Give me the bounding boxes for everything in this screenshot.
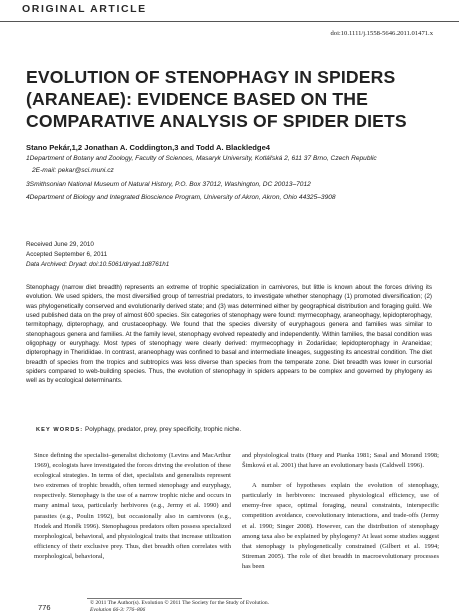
received-date: Received June 29, 2010 [26, 241, 94, 248]
article-title [26, 66, 446, 132]
keywords [36, 426, 241, 433]
page-number: 776 [38, 603, 51, 612]
doi-text[interactable]: doi:10.1111/j.1558-5646.2011.01471.x [330, 30, 433, 37]
footer-citation-line: Evolution 66-3: 776–806 [90, 607, 146, 614]
affiliation-1: 1Department of Botany and Zoology, Faculty of Sciences, Masaryk University, Kotlářská 2, 611 37 Brno, Czech Republic [26, 155, 377, 162]
header-rule [0, 21, 459, 22]
title-line-2: (ARANEAE): EVIDENCE BASED ON THE [26, 89, 369, 109]
keywords-label: KEY WORDS: [36, 427, 84, 433]
affiliation-3: 3Smithsonian National Museum of Natural History, P.O. Box 37012, Washington, DC 20013–7012 [26, 181, 311, 188]
footer-copyright [90, 600, 269, 614]
body-column-left [34, 451, 231, 562]
body-column-right [242, 451, 439, 572]
title-line-3: COMPARATIVE ANALYSIS OF SPIDER DIETS [26, 111, 407, 131]
affiliation-4: 4Department of Biology and Integrated Bioscience Program, University of Akron, Akron, Ohio 44325–3908 [26, 194, 336, 201]
intro-paragraph-1-continued: and physiological traits (Huey and Pianka 1981; Sasal and Morand 1998; Šimková et al. 2001) that have an evolutionary basis (Caldwell 1996). [242, 452, 439, 470]
title-line-1: EVOLUTION OF STENOPHAGY IN SPIDERS [26, 67, 396, 87]
keywords-text: Polyphagy, predator, prey, prey specificity, trophic niche. [85, 426, 242, 433]
author-list: Stano Pekár,1,2 Jonathan A. Coddington,3 and Todd A. Blackledge4 [26, 143, 271, 152]
accepted-date: Accepted September 6, 2011 [26, 251, 108, 258]
intro-paragraph-2: A number of hypotheses explain the evolution of stenophagy, particularly in herbivores: increased physiological efficiency, use of enemy-free space, optimal foraging, neural constraints, interspecific competition avoidance, coevolutionary interactions, and trade-offs (Jermy et al. 1990; Singer 2008). However, can the distribution of stenophagy among taxa also be explained by phylogeny? At least some studies suggest that stenophagy is phylogenetically constrained (Gilbert et al. 1994; Stireman 2005). The role of diet breadth in macroevolutionary processes has been [242, 482, 439, 570]
author-email[interactable]: 2E-mail: pekar@sci.muni.cz [32, 167, 114, 174]
abstract: Stenophagy (narrow diet breadth) represents an extreme of trophic specialization in carnivores, but little is known about the forces driving its evolution. We used spiders, the most diversified group of terrestrial predators, to investigate whether stenophagy (1) promoted diversification; (2) was phylogenetically conserved and evolutionarily derived state; and (3) was determined either by geographical distribution and foraging guild. We used published data on the prey of almost 600 species. Six categories of stenophagy were found: myrmecophagy, araneophagy, lepidopterophagy, termitophagy, dipterophagy, and crustaceophagy. We found that the species diversity of euryphagous genera and families was similar to stenophagous genera and families. At the family level, stenophagy evolved repeatedly and independently. Within families, the basal condition was oligophagy or euryphagy. Most types of stenophagy were clearly derived: myrmecophagy in Zodariidae; lepidopterophagy in Araneidae; dipterophagy in Theridiidae. In contrast, araneophagy was confined to basal and intermediate lineages, suggesting its ancestral condition. The diet breadth of species from the tropics and subtropics was less diverse than species from the temperate zone. Diet breadth was lower in cursorial spiders compared to web-building species. Thus, the evolution of stenophagy in spiders appears to be complex and governed by phylogeny as well as by ecological determinants. [26, 284, 432, 385]
intro-paragraph-1: Since defining the specialist–generalist dichotomy (Levins and MacArthur 1969), ecologists have investigated the forces driving the evolution of these ecological strategies. In terms of diet, specialists and generalists represent two extremes of trophic breadth, often termed stenophagy and euryphagy, respectively. Stenophagy is the use of a narrow trophic niche and occurs in many animal taxa, particularly herbivores (e.g., Jermy et al. 1990) and parasites (e.g., Poulin 1992), but occasionally also in carnivores (e.g., Hodek and Honěk 1996). Stenophagous predators often possess specialized morphological, behavioral, and physiological traits that increase utilization efficiency of their exclusive prey. Thus, diet breadth often correlates with morphological, behavioral, [34, 452, 231, 560]
data-archive[interactable]: Data Archived: Dryad: doi:10.5061/dryad.1d8761h1 [26, 261, 170, 268]
footer-copyright-line: © 2011 The Author(s). Evolution © 2011 The Society for the Study of Evolution. [90, 600, 269, 606]
footer-rule [87, 598, 242, 599]
section-label: ORIGINAL ARTICLE [22, 3, 147, 15]
